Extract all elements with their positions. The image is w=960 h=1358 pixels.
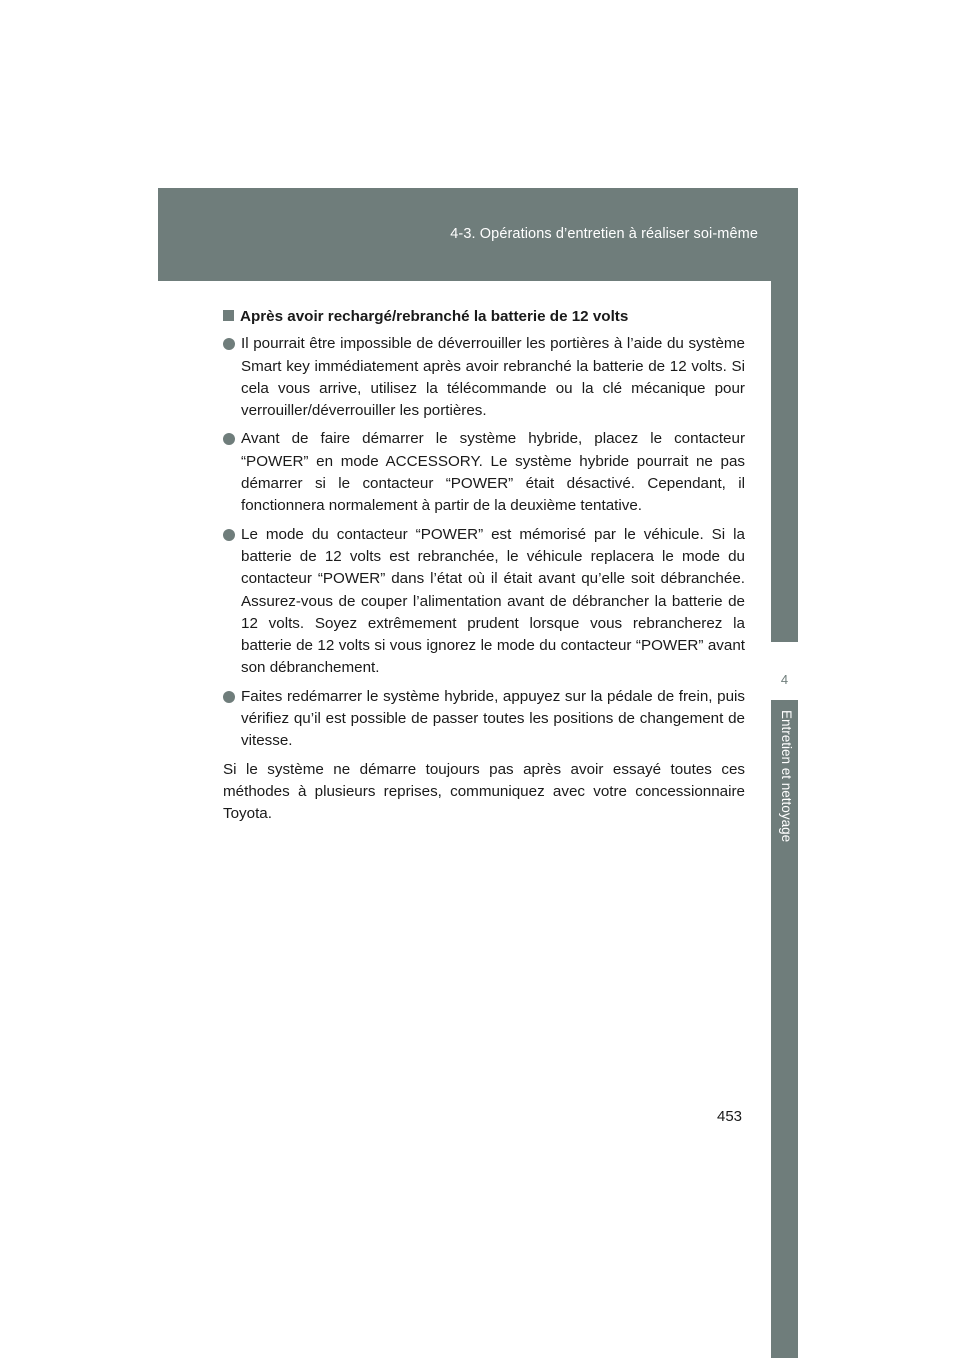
circle-bullet-icon bbox=[223, 691, 235, 703]
main-content bbox=[223, 306, 745, 826]
list-item-text: Faites redémarrer le système hybride, appuyez sur la pédale de frein, puis vérifiez qu’il est possible de passer toutes les positions de changement de vitesse. bbox=[241, 687, 745, 750]
page-number: 453 bbox=[717, 1108, 743, 1125]
chapter-number: 4 bbox=[780, 672, 789, 687]
list-item bbox=[223, 524, 745, 680]
header-band bbox=[158, 188, 798, 281]
circle-bullet-icon bbox=[223, 529, 235, 541]
circle-bullet-icon bbox=[223, 338, 235, 350]
section-title: 4-3. Opérations d’entretien à réaliser soi-même bbox=[450, 226, 758, 242]
heading-text: Après avoir rechargé/rebranché la batterie de 12 volts bbox=[240, 308, 629, 325]
list-item-text: Il pourrait être impossible de déverrouiller les portières à l’aide du système Smart key immédiatement après avoir rebranché la batterie de 12 volts. Si cela vous arrive, utilisez la télécommande ou la clé mécanique pour verrouiller/déverrouiller les portières. bbox=[241, 335, 745, 420]
square-bullet-icon bbox=[223, 310, 234, 321]
circle-bullet-icon bbox=[223, 433, 235, 445]
section-heading bbox=[223, 306, 745, 328]
list-item-text: Avant de faire démarrer le système hybride, placez le contacteur “POWER” en mode ACCESSORY. Le système hybride pourrait ne pas démarrer si le contacteur “POWER” était désactivé. Cependant, il fonctionnera normalement à partir de la deuxième tentative. bbox=[241, 430, 745, 515]
closing-paragraph: Si le système ne démarre toujours pas après avoir essayé toutes ces méthodes à plusieurs reprises, communiquez avec votre concessionnaire Toyota. bbox=[223, 760, 745, 823]
list-item bbox=[223, 333, 745, 422]
chapter-label: Entretien et nettoyage bbox=[779, 710, 794, 843]
list-item bbox=[223, 428, 745, 517]
list-item bbox=[223, 686, 745, 753]
list-item-text: Le mode du contacteur “POWER” est mémorisé par le véhicule. Si la batterie de 12 volts est rebranchée, le véhicule replacera le mode du contacteur “POWER” dans l’état où il était avant qu’elle soit débranchée. Assurez-vous de couper l’alimentation avant de débrancher la batterie de 12 volts. Soyez extrêmement prudent lorsque vous rebrancherez la batterie de 12 volts si vous ignorez le mode du contacteur “POWER” avant son débranchement. bbox=[241, 525, 745, 677]
chapter-number-box bbox=[771, 642, 798, 700]
